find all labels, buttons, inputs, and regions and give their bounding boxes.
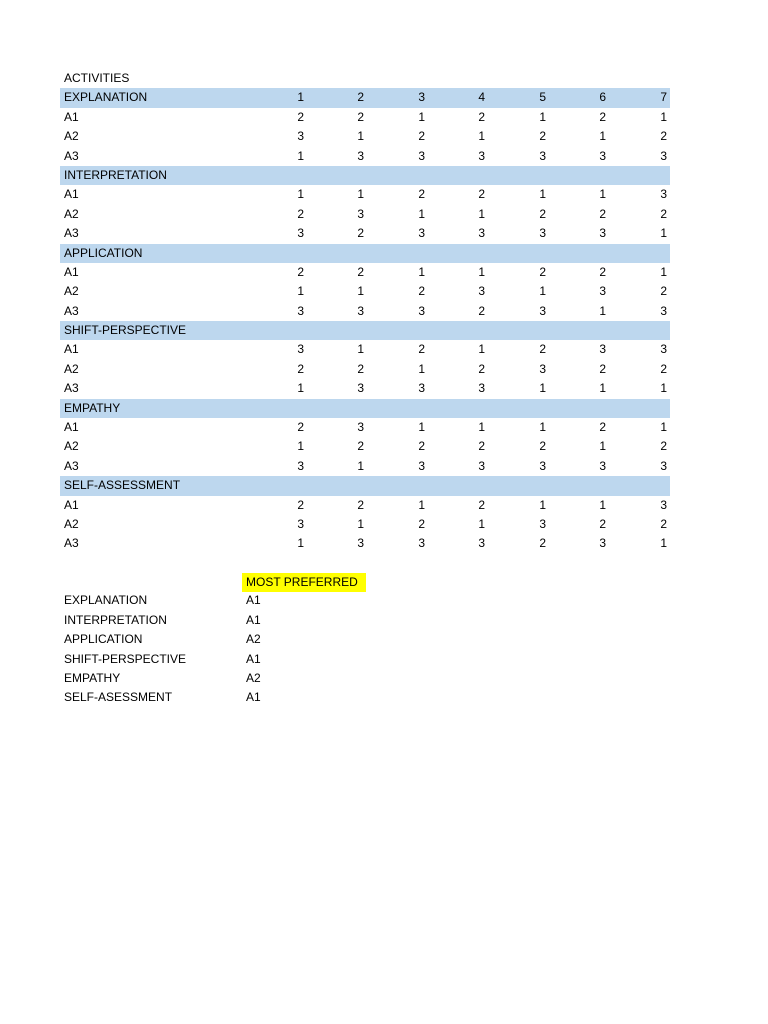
cell-value: 1 (418, 109, 425, 124)
cell-value: 3 (297, 342, 304, 357)
table-row (60, 302, 670, 321)
cell-value: 1 (599, 439, 606, 454)
summary-label: SHIFT-PERSPECTIVE (64, 651, 187, 666)
table-row (60, 224, 670, 243)
summary-label: APPLICATION (64, 632, 143, 647)
cell-value: 1 (660, 109, 667, 124)
summary-label: EMPATHY (64, 670, 121, 685)
summary-label: INTERPRETATION (64, 612, 167, 627)
cell-value: 1 (297, 439, 304, 454)
cell-value: 1 (599, 129, 606, 144)
table-row (60, 263, 670, 282)
cell-value: 2 (297, 109, 304, 124)
table-row (60, 340, 670, 359)
table-title: ACTIVITIES (64, 71, 130, 85)
activities-table (60, 69, 670, 554)
column-number: 6 (599, 90, 606, 105)
cell-value: 1 (297, 148, 304, 163)
cell-value: 2 (297, 361, 304, 376)
cell-value: 3 (357, 148, 364, 163)
cell-value: 1 (357, 187, 364, 202)
cell-value: 3 (418, 458, 425, 473)
section-header-row (60, 321, 670, 340)
cell-value: 3 (478, 284, 485, 299)
cell-value: 3 (418, 536, 425, 551)
cell-value: 1 (478, 129, 485, 144)
cell-value: 3 (478, 536, 485, 551)
cell-value: 2 (539, 206, 546, 221)
table-row (60, 418, 670, 437)
summary-row (60, 611, 380, 630)
cell-value: 3 (357, 381, 364, 396)
cell-value: 1 (660, 264, 667, 279)
summary-value: A2 (246, 670, 261, 685)
cell-value: 2 (539, 536, 546, 551)
cell-value: 2 (478, 109, 485, 124)
section-name: SELF-ASSESSMENT (64, 478, 181, 493)
cell-value: 2 (599, 361, 606, 376)
cell-value: 3 (418, 226, 425, 241)
table-row (60, 515, 670, 534)
cell-value: 3 (599, 284, 606, 299)
cell-value: 1 (357, 458, 364, 473)
cell-value: 3 (418, 148, 425, 163)
cell-value: 3 (357, 206, 364, 221)
cell-value: 3 (418, 303, 425, 318)
table-row (60, 534, 670, 553)
cell-value: 1 (478, 516, 485, 531)
section-name: SHIFT-PERSPECTIVE (64, 323, 187, 338)
row-label: A3 (64, 458, 79, 473)
section-header-row (60, 88, 670, 107)
cell-value: 1 (297, 381, 304, 396)
cell-value: 3 (660, 303, 667, 318)
row-label: A1 (64, 420, 79, 435)
summary-label: EXPLANATION (64, 593, 148, 608)
cell-value: 3 (478, 148, 485, 163)
cell-value: 3 (539, 516, 546, 531)
cell-value: 3 (599, 226, 606, 241)
section-header-row (60, 476, 670, 495)
table-title-row (60, 69, 670, 88)
table-row (60, 205, 670, 224)
cell-value: 3 (539, 226, 546, 241)
row-label: A2 (64, 516, 79, 531)
cell-value: 3 (297, 129, 304, 144)
row-label: A2 (64, 129, 79, 144)
cell-value: 3 (539, 148, 546, 163)
cell-value: 3 (660, 342, 667, 357)
cell-value: 2 (418, 284, 425, 299)
cell-value: 2 (599, 264, 606, 279)
cell-value: 1 (418, 361, 425, 376)
cell-value: 1 (539, 109, 546, 124)
section-name: EXPLANATION (64, 90, 148, 105)
cell-value: 2 (357, 264, 364, 279)
cell-value: 1 (660, 536, 667, 551)
cell-value: 1 (660, 226, 667, 241)
cell-value: 2 (539, 264, 546, 279)
summary-value: A1 (246, 651, 261, 666)
cell-value: 2 (357, 226, 364, 241)
cell-value: 3 (599, 458, 606, 473)
cell-value: 1 (478, 420, 485, 435)
cell-value: 3 (418, 381, 425, 396)
cell-value: 2 (478, 303, 485, 318)
cell-value: 1 (357, 342, 364, 357)
table-row (60, 360, 670, 379)
summary-row (60, 630, 380, 649)
row-label: A3 (64, 381, 79, 396)
row-label: A1 (64, 264, 79, 279)
table-row (60, 185, 670, 204)
cell-value: 2 (539, 129, 546, 144)
cell-value: 2 (418, 342, 425, 357)
column-number: 1 (297, 90, 304, 105)
cell-value: 2 (599, 420, 606, 435)
table-row (60, 379, 670, 398)
cell-value: 2 (418, 129, 425, 144)
summary-label: SELF-ASESSMENT (64, 690, 173, 705)
cell-value: 1 (418, 420, 425, 435)
cell-value: 1 (478, 264, 485, 279)
table-row (60, 147, 670, 166)
cell-value: 2 (478, 187, 485, 202)
cell-value: 3 (660, 497, 667, 512)
cell-value: 3 (478, 458, 485, 473)
row-label: A1 (64, 187, 79, 202)
cell-value: 1 (357, 516, 364, 531)
cell-value: 2 (418, 187, 425, 202)
cell-value: 1 (539, 187, 546, 202)
cell-value: 2 (418, 516, 425, 531)
summary-row (60, 650, 380, 669)
table-row (60, 282, 670, 301)
cell-value: 2 (297, 497, 304, 512)
cell-value: 3 (539, 458, 546, 473)
cell-value: 2 (660, 284, 667, 299)
table-row (60, 496, 670, 515)
cell-value: 2 (599, 109, 606, 124)
column-number: 2 (357, 90, 364, 105)
cell-value: 3 (478, 381, 485, 396)
row-label: A2 (64, 361, 79, 376)
column-number: 3 (418, 90, 425, 105)
table-row (60, 437, 670, 456)
cell-value: 1 (478, 342, 485, 357)
cell-value: 1 (660, 420, 667, 435)
cell-value: 3 (297, 303, 304, 318)
cell-value: 1 (418, 264, 425, 279)
cell-value: 3 (357, 536, 364, 551)
row-label: A2 (64, 439, 79, 454)
cell-value: 1 (599, 187, 606, 202)
summary-value: A1 (246, 593, 261, 608)
cell-value: 1 (418, 497, 425, 512)
cell-value: 3 (539, 361, 546, 376)
cell-value: 1 (297, 284, 304, 299)
table-row (60, 108, 670, 127)
cell-value: 3 (599, 148, 606, 163)
cell-value: 3 (297, 516, 304, 531)
row-label: A3 (64, 303, 79, 318)
cell-value: 1 (539, 381, 546, 396)
cell-value: 2 (660, 516, 667, 531)
cell-value: 3 (357, 303, 364, 318)
row-label: A1 (64, 342, 79, 357)
section-name: EMPATHY (64, 400, 121, 415)
section-name: APPLICATION (64, 245, 143, 260)
cell-value: 3 (478, 226, 485, 241)
cell-value: 2 (357, 361, 364, 376)
row-label: A3 (64, 148, 79, 163)
section-header-row (60, 244, 670, 263)
table-row (60, 457, 670, 476)
cell-value: 2 (539, 439, 546, 454)
cell-value: 3 (297, 458, 304, 473)
cell-value: 1 (599, 303, 606, 318)
cell-value: 1 (599, 497, 606, 512)
summary-header-row (60, 572, 380, 591)
cell-value: 2 (478, 361, 485, 376)
cell-value: 1 (297, 187, 304, 202)
column-number: 5 (539, 90, 546, 105)
row-label: A2 (64, 206, 79, 221)
section-name: INTERPRETATION (64, 167, 167, 182)
row-label: A3 (64, 226, 79, 241)
table-row (60, 127, 670, 146)
section-header-row (60, 399, 670, 418)
summary-value: A2 (246, 632, 261, 647)
cell-value: 2 (297, 264, 304, 279)
cell-value: 2 (357, 497, 364, 512)
cell-value: 3 (660, 187, 667, 202)
cell-value: 3 (539, 303, 546, 318)
summary-value: A1 (246, 690, 261, 705)
cell-value: 2 (660, 439, 667, 454)
row-label: A1 (64, 109, 79, 124)
row-label: A2 (64, 284, 79, 299)
cell-value: 2 (418, 439, 425, 454)
summary-row (60, 688, 380, 707)
cell-value: 2 (357, 109, 364, 124)
cell-value: 1 (539, 497, 546, 512)
column-number: 4 (478, 90, 485, 105)
cell-value: 2 (660, 361, 667, 376)
cell-value: 3 (357, 420, 364, 435)
cell-value: 2 (539, 342, 546, 357)
column-number: 7 (660, 90, 667, 105)
cell-value: 2 (660, 206, 667, 221)
cell-value: 2 (660, 129, 667, 144)
cell-value: 2 (478, 439, 485, 454)
cell-value: 1 (599, 381, 606, 396)
cell-value: 1 (418, 206, 425, 221)
cell-value: 1 (539, 284, 546, 299)
cell-value: 2 (599, 516, 606, 531)
cell-value: 2 (599, 206, 606, 221)
cell-value: 1 (297, 536, 304, 551)
cell-value: 2 (357, 439, 364, 454)
cell-value: 3 (660, 148, 667, 163)
cell-value: 1 (357, 129, 364, 144)
cell-value: 1 (478, 206, 485, 221)
cell-value: 1 (660, 381, 667, 396)
cell-value: 3 (297, 226, 304, 241)
cell-value: 1 (357, 284, 364, 299)
section-header-row (60, 166, 670, 185)
cell-value: 3 (599, 536, 606, 551)
most-preferred-summary (60, 572, 380, 708)
cell-value: 2 (478, 497, 485, 512)
summary-value: A1 (246, 612, 261, 627)
row-label: A3 (64, 536, 79, 551)
cell-value: 3 (660, 458, 667, 473)
most-preferred-header: MOST PREFERRED (242, 573, 366, 592)
row-label: A1 (64, 497, 79, 512)
cell-value: 2 (297, 420, 304, 435)
summary-row (60, 669, 380, 688)
cell-value: 2 (297, 206, 304, 221)
cell-value: 1 (539, 420, 546, 435)
summary-row (60, 591, 380, 610)
cell-value: 3 (599, 342, 606, 357)
